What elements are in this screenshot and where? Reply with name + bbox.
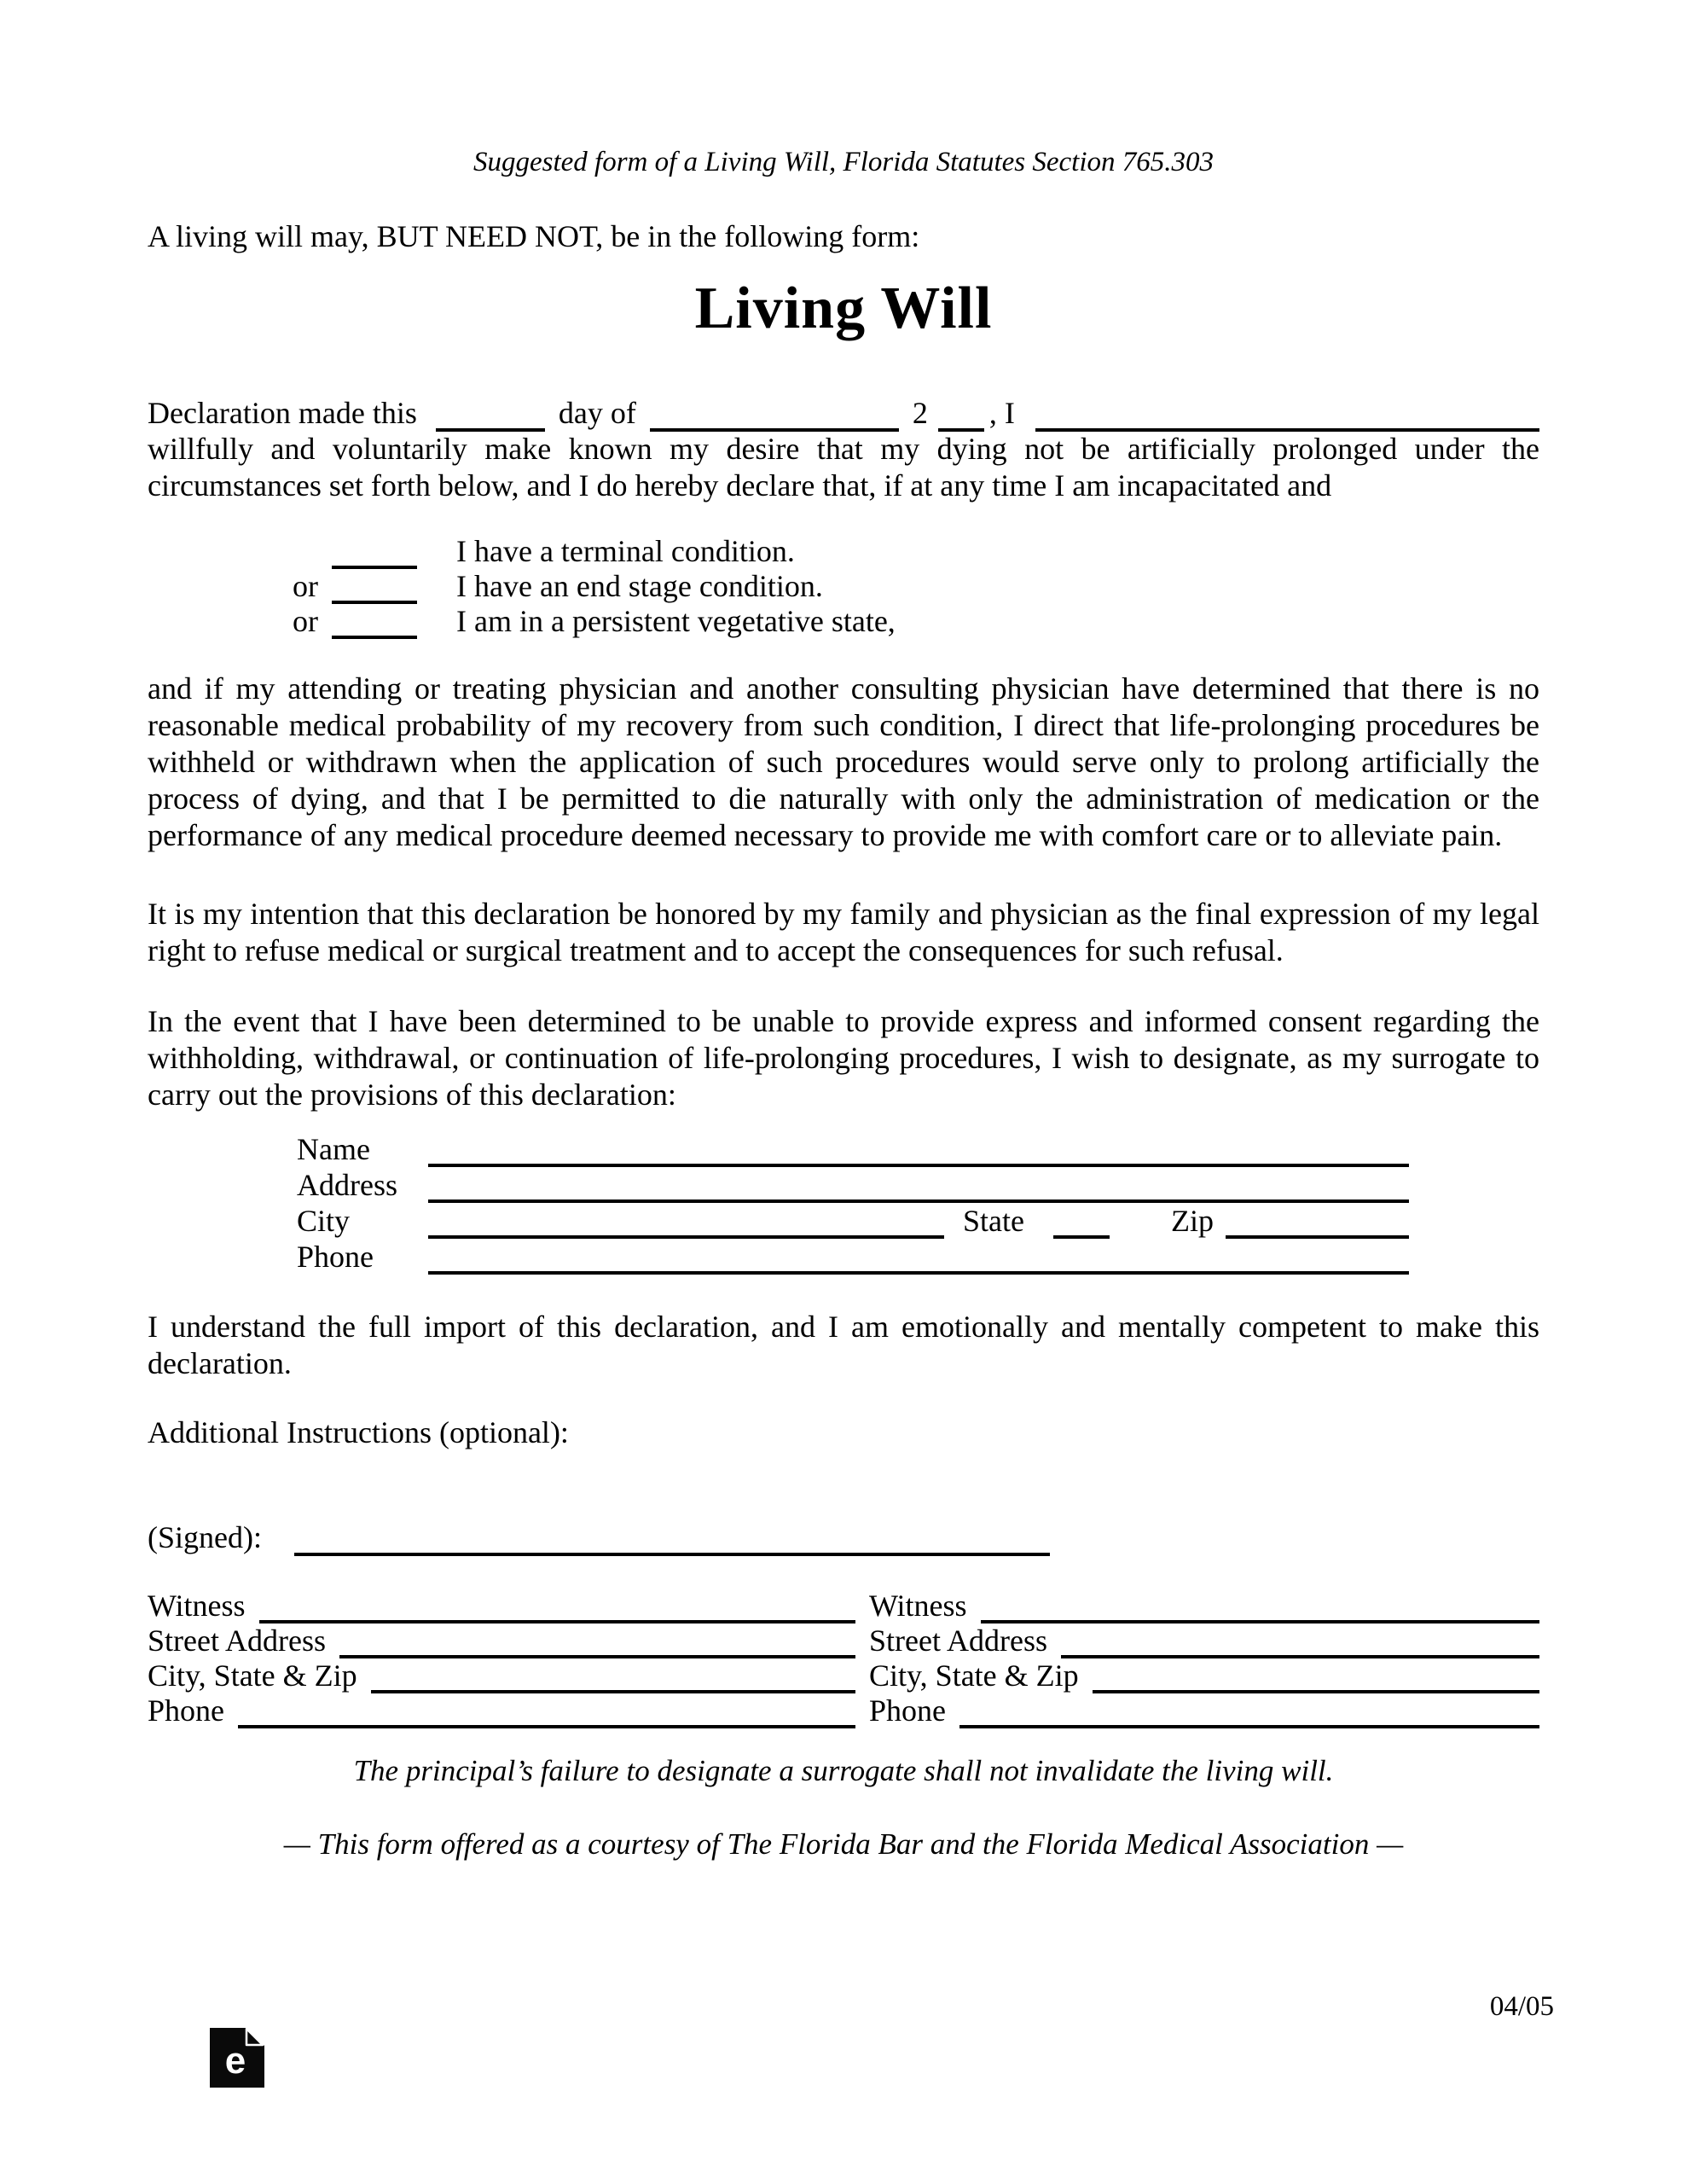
terminal-condition-field-line[interactable] (332, 540, 417, 569)
surrogate-phone-row (297, 1239, 1409, 1275)
condition-row-vegetative (148, 604, 1539, 639)
witness1-phone-field-line[interactable] (238, 1699, 855, 1728)
surrogate-designation-block (148, 1131, 1539, 1275)
surrogate-phone-label: Phone (297, 1240, 374, 1274)
witness1-phone-label: Phone (148, 1693, 224, 1728)
signed-label: (Signed): (148, 1520, 262, 1554)
surrogate-phone-field-line[interactable] (428, 1242, 1409, 1275)
condition-label: I have a terminal condition. (456, 534, 795, 568)
month-field-line[interactable] (650, 399, 899, 432)
declaration-continuation: willfully and voluntarily make known my desire that my dying not be artificially prolonged under the circumstances set forth below, and I do hereby declare that, if at any time I am incapacitated and (148, 432, 1539, 502)
additional-instructions-label: Additional Instructions (optional): (148, 1415, 569, 1449)
signature-field-line[interactable] (294, 1524, 1050, 1556)
surrogate-state-field-line[interactable] (1053, 1210, 1110, 1239)
witness1-phone-row (148, 1693, 855, 1728)
surrogate-city-row (297, 1203, 1409, 1239)
condition-options (148, 534, 1539, 639)
condition-row-end-stage (148, 569, 1539, 604)
witness1-name-field-line[interactable] (259, 1594, 855, 1623)
competency-paragraph: I understand the full import of this declaration, and I am emotionally and mentally competent to make this declaration. (148, 1310, 1539, 1380)
revision-date: 04/05 (1489, 1991, 1554, 2022)
witness2-street-row (869, 1623, 1539, 1658)
witness1-street-row (148, 1623, 855, 1658)
declarant-name-field-line[interactable] (1035, 399, 1539, 432)
witness2-city-state-zip-field-line[interactable] (1093, 1664, 1539, 1693)
end-stage-condition-field-line[interactable] (332, 575, 417, 604)
witness2-name-row (869, 1589, 1539, 1623)
witness-column-2 (869, 1589, 1539, 1728)
witness2-name-label: Witness (869, 1589, 967, 1623)
surrogate-intro-paragraph: In the event that I have been determined to be unable to provide express and informed consent regarding the withholding, withdrawal, or continuation of life-prolonging procedures, I wish to designate, as my surrogate to carry out the provisions of this declaration: (148, 1004, 1539, 1112)
condition-prefix: or (293, 569, 318, 603)
surrogate-footer-note: The principal’s failure to designate a surrogate shall not invalidate the living will. (353, 1754, 1334, 1787)
surrogate-state-label: State (963, 1204, 1024, 1238)
witness2-phone-field-line[interactable] (959, 1699, 1539, 1728)
surrogate-zip-field-line[interactable] (1226, 1210, 1409, 1239)
witness2-city-state-zip-label: City, State & Zip (869, 1658, 1079, 1693)
condition-prefix: or (293, 604, 318, 638)
witness1-street-field-line[interactable] (339, 1629, 855, 1658)
statute-header-note: Suggested form of a Living Will, Florida Statutes Section 765.303 (472, 147, 1215, 177)
witness-block (148, 1589, 1539, 1728)
condition-row-terminal (148, 534, 1539, 569)
condition-label: I have an end stage condition. (456, 569, 823, 603)
year-field-line[interactable] (938, 399, 984, 432)
witness2-phone-label: Phone (869, 1693, 946, 1728)
vegetative-state-field-line[interactable] (332, 610, 417, 639)
witness2-city-state-zip-row (869, 1658, 1539, 1693)
witness2-name-field-line[interactable] (981, 1594, 1539, 1623)
surrogate-address-field-line[interactable] (428, 1170, 1409, 1203)
surrogate-city-field-line[interactable] (428, 1206, 944, 1239)
witness1-name-label: Witness (148, 1589, 246, 1623)
eforms-document-logo-icon (209, 2027, 265, 2088)
surrogate-zip-label: Zip (1170, 1204, 1214, 1238)
witness1-city-state-zip-row (148, 1658, 855, 1693)
surrogate-name-row (297, 1131, 1409, 1167)
surrogate-address-label: Address (297, 1168, 397, 1202)
witness1-name-row (148, 1589, 855, 1623)
surrogate-city-label: City (297, 1204, 351, 1238)
courtesy-footer-note: — This form offered as a courtesy of The Florida Bar and the Florida Medical Association — (283, 1827, 1404, 1861)
surrogate-name-label: Name (297, 1132, 370, 1166)
page-title: Living Will (694, 276, 993, 341)
day-field-line[interactable] (436, 399, 545, 432)
year-prefix-label: 2 (912, 396, 928, 430)
witness2-street-label: Street Address (869, 1623, 1047, 1658)
surrogate-address-row (297, 1167, 1409, 1203)
signature-row (148, 1515, 1539, 1556)
declaration-made-this-label: Declaration made this (148, 396, 417, 430)
witness1-street-label: Street Address (148, 1623, 326, 1658)
witness2-phone-row (869, 1693, 1539, 1728)
logo-letter: e (224, 2040, 246, 2082)
condition-label: I am in a persistent vegetative state, (456, 604, 896, 638)
witness1-city-state-zip-field-line[interactable] (371, 1664, 855, 1693)
intention-paragraph: It is my intention that this declaration be honored by my family and physician as the final expression of my legal right to refuse medical or surgical treatment and to accept the consequences for such refusal. (148, 897, 1539, 967)
witness2-street-field-line[interactable] (1061, 1629, 1539, 1658)
declaration-fill-line (148, 391, 1539, 432)
witness-column-1 (148, 1589, 855, 1728)
intro-line: A living will may, BUT NEED NOT, be in the following form: (148, 219, 920, 253)
comma-i-label: , I (988, 396, 1015, 430)
day-of-label: day of (558, 396, 636, 430)
surrogate-name-field-line[interactable] (428, 1135, 1409, 1167)
witness1-city-state-zip-label: City, State & Zip (148, 1658, 357, 1693)
directive-paragraph: and if my attending or treating physician and another consulting physician have determined that there is no reasonable medical probability of my recovery from such condition, I direct that life-prolonging procedures be withheld or withdrawn when the application of such procedures would serve only to prolong artificially the process of dying, and that I be permitted to die naturally with only the administration of medication or the performance of any medical procedure deemed necessary to provide me with comfort care or to alleviate pain. (148, 671, 1539, 852)
